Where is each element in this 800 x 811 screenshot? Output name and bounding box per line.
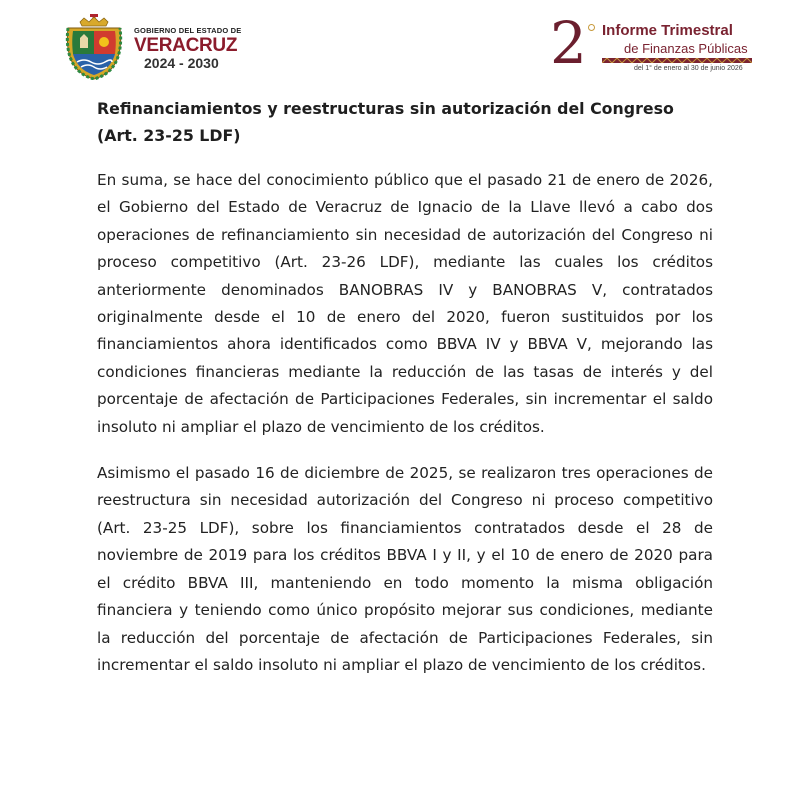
government-label: GOBIERNO DEL ESTADO DE — [134, 26, 242, 35]
paragraph-restructuring: Asimismo el pasado 16 de diciembre de 2025, se realizaron tres operaciones de reestructura sin necesidad autorización del Congreso ni proceso competitivo (Art. 23-25 LDF), sobre los financiamientos contratados desde el 28 de noviembre de 2019 para los créditos BBVA I y II, y el 10 de enero de 2020 para el crédito BBVA III, manteniendo en todo momento la misma obligación financiera y teniendo como único propósito mejorar sus condiciones, mediante la reducción del porcentaje de afectación de Participaciones Federales, sin incrementar el saldo insoluto ni ampliar el plazo de vencimiento de los créditos. — [97, 464, 713, 674]
government-wordmark — [134, 26, 241, 71]
veracruz-coat-of-arms-icon — [62, 14, 126, 80]
report-title: Informe Trimestral — [602, 22, 733, 39]
page-header — [0, 0, 800, 90]
report-subtitle: de Finanzas Públicas — [624, 41, 748, 56]
paragraph-refinancing: En suma, se hace del conocimiento público que el pasado 21 de enero de 2026, el Gobierno del Estado de Veracruz de Ignacio de la Llave llevó a cabo dos operaciones de refinanciamiento sin necesidad de autorización del Congreso ni proceso competitivo (Art. 23-26 LDF), mediante las cuales los créditos anteriormente denominados BANOBRAS IV y BANOBRAS V, contratados originalmente desde el 10 de enero del 2020, fueron sustituidos por los financiamientos ahora identificados como BBVA IV y BBVA V, mejorando las condiciones financieras mediante la reducción de las tasas de interés y del porcentaje de afectación de Participaciones Federales, sin incrementar el saldo insoluto ni ampliar el plazo de vencimiento de los créditos. — [97, 171, 713, 436]
decorative-band-icon — [602, 58, 752, 63]
administration-period: 2024 - 2030 — [144, 55, 219, 71]
state-name: VERACRUZ — [134, 35, 238, 56]
section-heading: Refinanciamientos y reestructuras sin autorización del Congreso (Art. 23-25 LDF) — [97, 99, 674, 145]
report-number: 2 — [550, 9, 587, 77]
report-badge — [548, 9, 758, 78]
report-date-range: del 1° de enero al 30 de junio 2026 — [634, 65, 743, 72]
document-body — [97, 95, 713, 698]
ordinal-mark-icon — [588, 24, 595, 31]
